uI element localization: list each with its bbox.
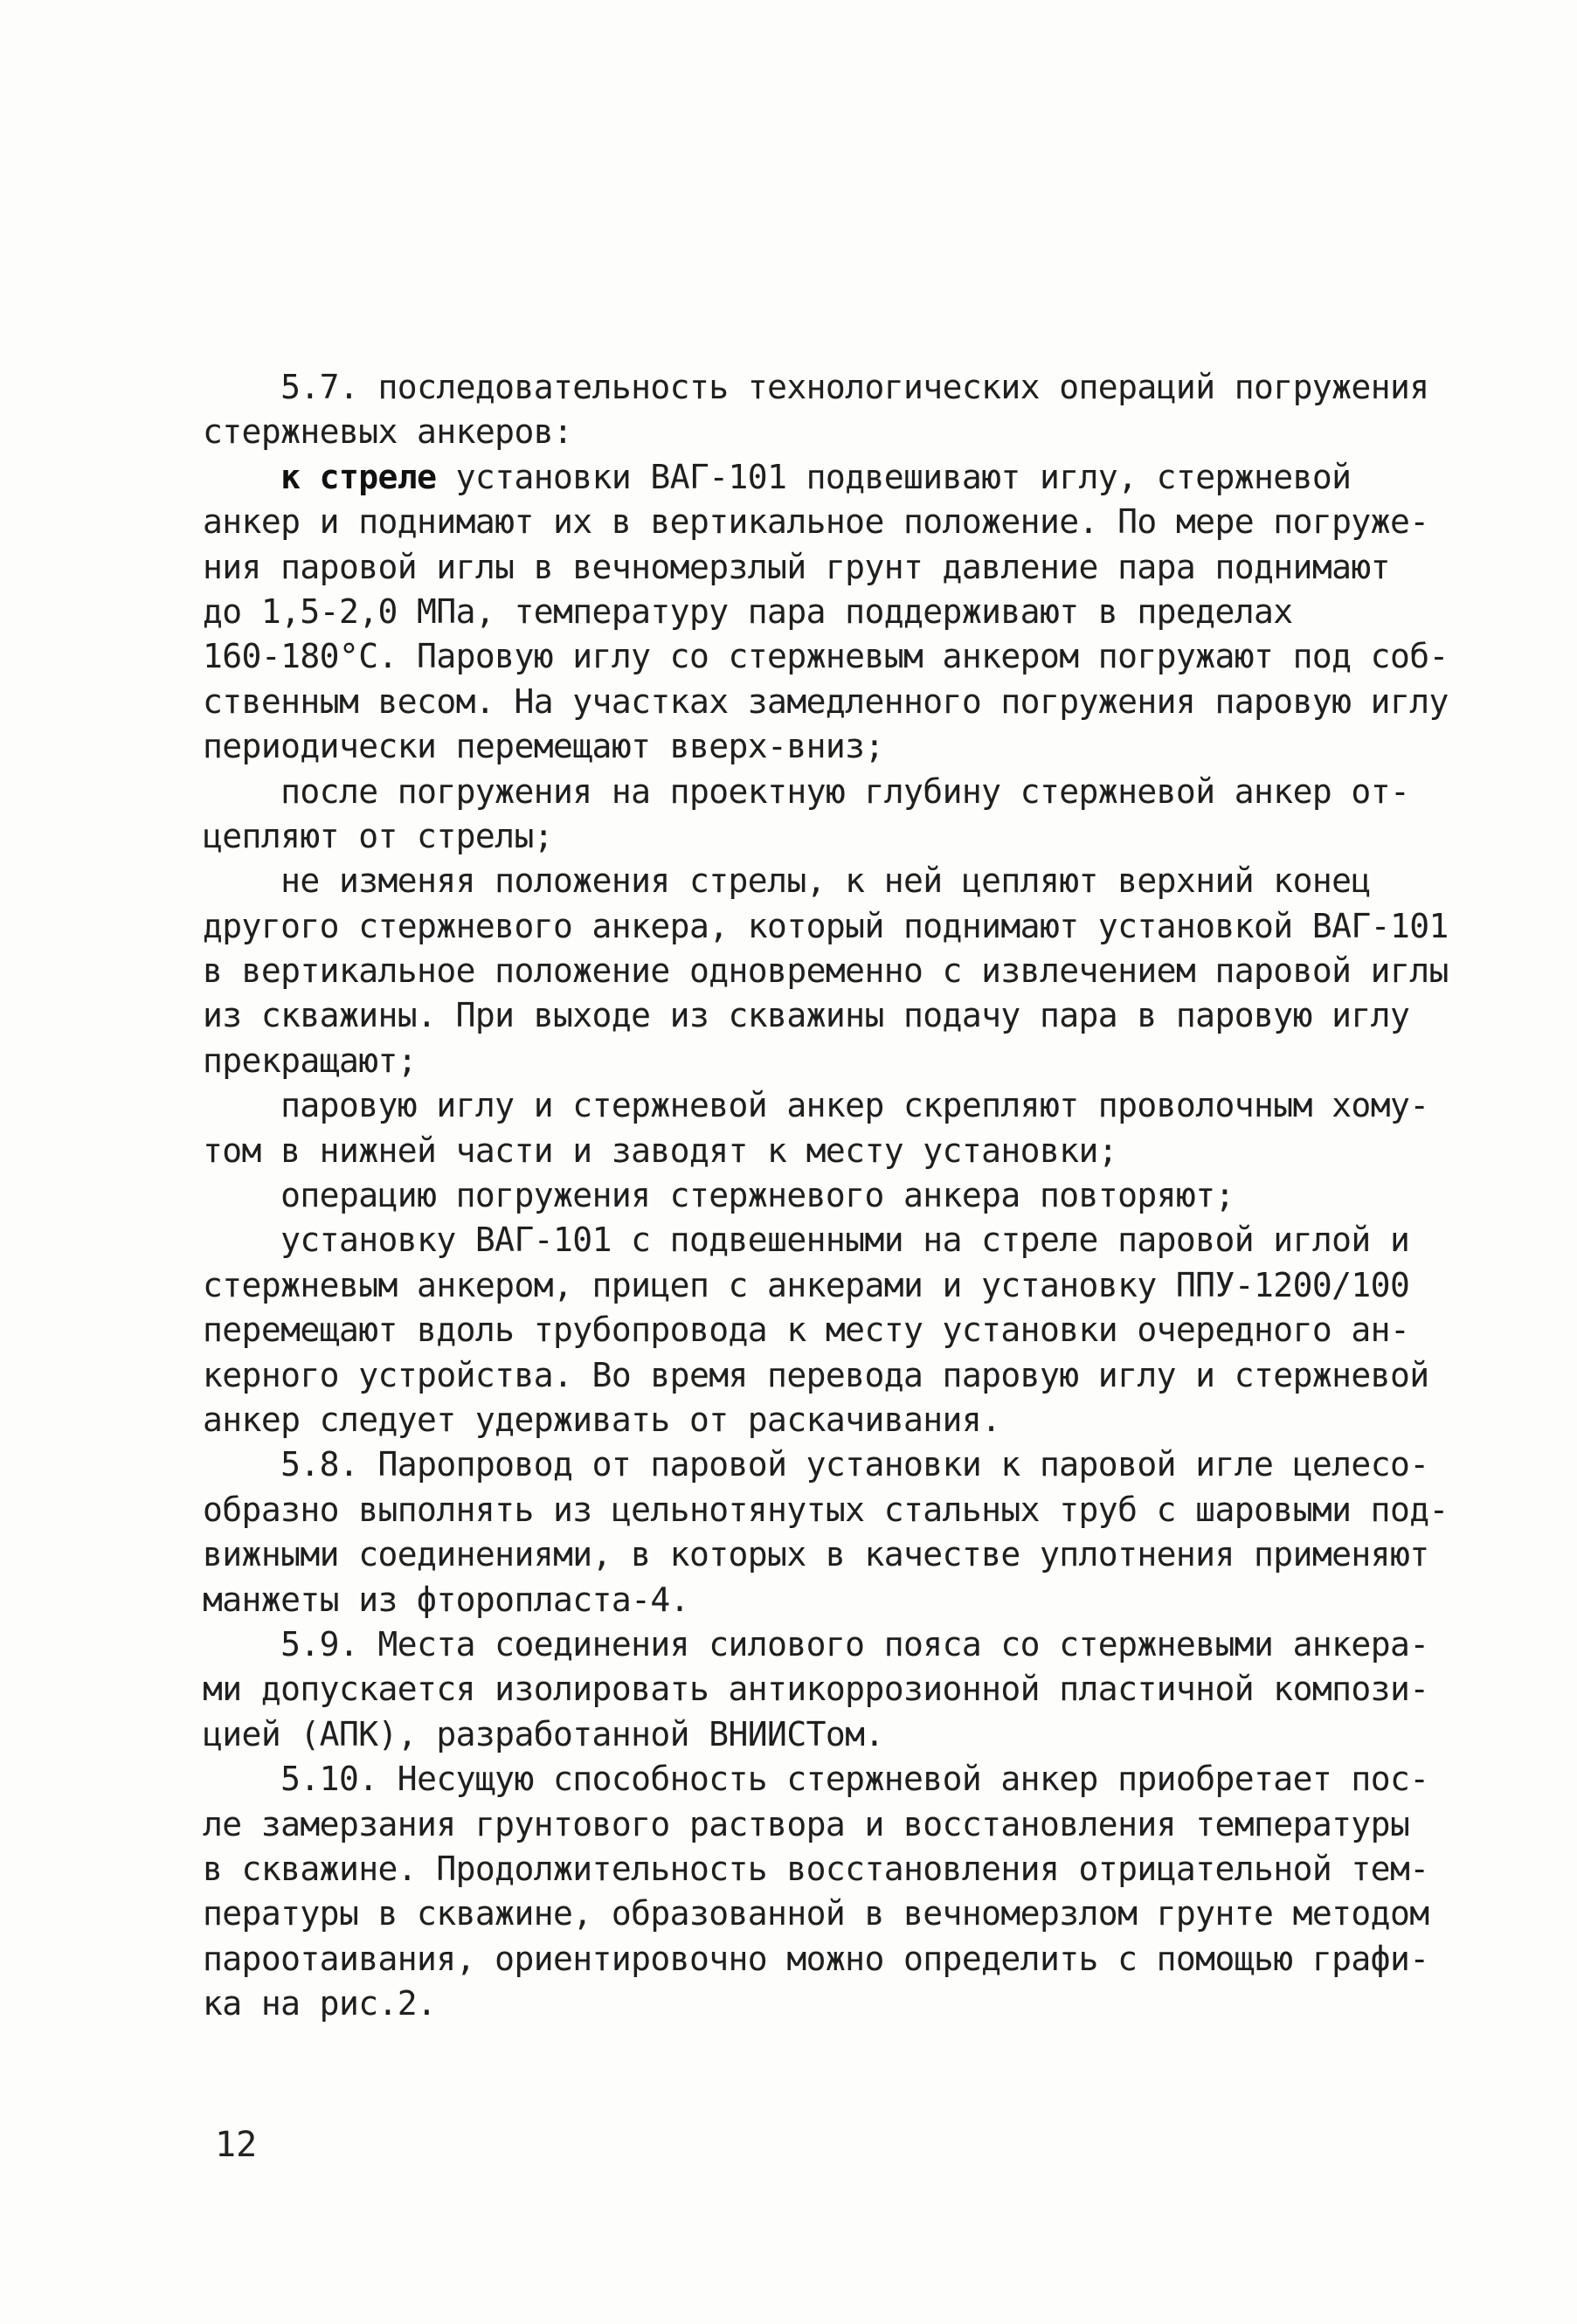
text-segment: керного устройства. Во время перевода паровую иглу и стержневой xyxy=(203,1355,1429,1394)
line-indent xyxy=(203,368,280,406)
line-indent xyxy=(203,458,280,496)
text-line xyxy=(203,1802,1408,1847)
line-indent xyxy=(203,861,280,900)
text-line xyxy=(203,1398,1408,1442)
text-line xyxy=(203,1667,1429,1712)
text-segment: после погружения на проектную глубину стержневой анкер от- xyxy=(280,771,1410,811)
text-segment: цепляют от стрелы; xyxy=(203,816,554,855)
text-line xyxy=(203,949,1449,993)
page-number: 12 xyxy=(215,2125,258,2165)
text-segment: стержневым анкером, прицеп с анкерами и установку ППУ-1200/100 xyxy=(203,1265,1410,1304)
text-line xyxy=(203,1937,1429,1982)
text-segment: периодически перемещают вверх-вниз; xyxy=(203,727,884,766)
text-segment: пературы в скважине, образованной в вечномерзлом грунте методом xyxy=(203,1894,1429,1933)
text-segment: анкер следует удерживать от раскачивания. xyxy=(203,1400,1001,1439)
text-line xyxy=(203,1353,1429,1398)
text-segment: перемещают вдоль трубопровода к месту установки очередного ан- xyxy=(203,1311,1410,1350)
text-segment: стержневых анкеров: xyxy=(203,412,573,452)
text-line xyxy=(203,1263,1408,1308)
text-segment: анкер и поднимают их в вертикальное положение. По мере погруже- xyxy=(203,502,1429,542)
line-indent xyxy=(203,1086,280,1124)
line-indent xyxy=(203,1445,280,1484)
text-line xyxy=(203,634,1449,679)
text-segment: операцию погружения стержневого анкера повторяют; xyxy=(280,1176,1235,1215)
text-line xyxy=(203,410,1408,454)
text-line xyxy=(203,1488,1449,1532)
text-line xyxy=(203,590,1408,634)
text-line xyxy=(203,1982,1408,2026)
text-segment: 5.10. Несущую способность стержневой анкер приобретает пос- xyxy=(280,1760,1429,1799)
text-line xyxy=(203,1892,1429,1936)
body-text xyxy=(203,365,1449,2026)
text-line xyxy=(203,1712,1408,1757)
text-line xyxy=(203,680,1449,724)
text-segment: из скважины. При выходе из скважины подачу пара в паровую иглу xyxy=(203,996,1410,1035)
text-segment: том в нижней части и заводят к месту установки; xyxy=(203,1131,1118,1170)
text-line xyxy=(203,1039,1408,1083)
line-indent xyxy=(203,1625,280,1663)
text-line xyxy=(203,1218,1408,1262)
text-line xyxy=(203,1129,1408,1173)
text-line xyxy=(203,365,1429,410)
text-segment: установку ВАГ-101 с подвешенными на стреле паровой иглой и xyxy=(280,1221,1410,1260)
text-line xyxy=(203,724,1408,769)
text-line xyxy=(203,1757,1429,1802)
text-line xyxy=(203,1532,1429,1577)
text-segment: 5.8. Паропровод от паровой установки к паровой игле целесо- xyxy=(280,1445,1429,1484)
text-line xyxy=(203,1442,1429,1487)
text-segment: 160-180°С. Паровую иглу со стержневым анкером погружают под соб- xyxy=(203,637,1449,676)
text-segment: 5.9. Места соединения силового пояса со стержневыми анкера- xyxy=(280,1624,1429,1663)
text-line xyxy=(203,814,1408,859)
text-line xyxy=(203,1847,1429,1892)
text-line xyxy=(203,455,1408,500)
text-segment: в вертикальное положение одновременно с извлечением паровой иглы xyxy=(203,951,1449,991)
text-segment: ми допускается изолировать антикоррозионной пластичной компози- xyxy=(203,1670,1429,1709)
text-segment: вижными соединениями, в которых в качестве уплотнения применяют xyxy=(203,1535,1429,1574)
text-line xyxy=(203,904,1449,949)
text-segment: установки ВАГ-101 подвешивают иглу, стержневой xyxy=(436,457,1352,496)
text-segment: не изменяя положения стрелы, к ней цепляют верхний конец xyxy=(280,861,1371,901)
text-line xyxy=(203,1622,1429,1667)
text-line xyxy=(203,545,1408,590)
text-line xyxy=(203,1578,1408,1622)
text-segment: ния паровой иглы в вечномерзлый грунт давление пара поднимают xyxy=(203,547,1390,586)
text-line xyxy=(203,1173,1408,1218)
text-line xyxy=(203,500,1429,544)
text-segment: прекращают; xyxy=(203,1041,418,1080)
text-line xyxy=(203,1083,1429,1128)
text-segment: ственным весом. На участках замедленного погружения паровую иглу xyxy=(203,681,1449,721)
text-segment: в скважине. Продолжительность восстановления отрицательной тем- xyxy=(203,1849,1429,1888)
text-segment: ле замерзания грунтового раствора и восстановления температуры xyxy=(203,1804,1410,1843)
text-line xyxy=(203,993,1408,1038)
line-indent xyxy=(203,1760,280,1798)
text-segment: манжеты из фторопласта-4. xyxy=(203,1580,689,1619)
bold-text: к стреле xyxy=(280,457,437,496)
text-segment: пароотаивания, ориентировочно можно определить с помощью графи- xyxy=(203,1939,1429,1978)
text-segment: паровую иглу и стержневой анкер скрепляют проволочным хому- xyxy=(280,1086,1429,1125)
line-indent xyxy=(203,1176,280,1214)
line-indent xyxy=(203,772,280,811)
text-segment: 5.7. последовательность технологических операций погружения xyxy=(280,368,1429,406)
text-line xyxy=(203,1308,1408,1352)
text-segment: образно выполнять из цельнотянутых стальных труб с шаровыми под- xyxy=(203,1490,1449,1529)
text-line xyxy=(203,859,1408,903)
text-line xyxy=(203,770,1408,814)
line-indent xyxy=(203,1221,280,1259)
text-segment: другого стержневого анкера, который поднимают установкой ВАГ-101 xyxy=(203,906,1449,945)
text-segment: ка на рис.2. xyxy=(203,1984,437,2023)
text-segment: цией (АПК), разработанной ВНИИСТом. xyxy=(203,1714,884,1753)
text-segment: до 1,5-2,0 МПа, температуру пара поддерживают в пределах xyxy=(203,591,1293,631)
